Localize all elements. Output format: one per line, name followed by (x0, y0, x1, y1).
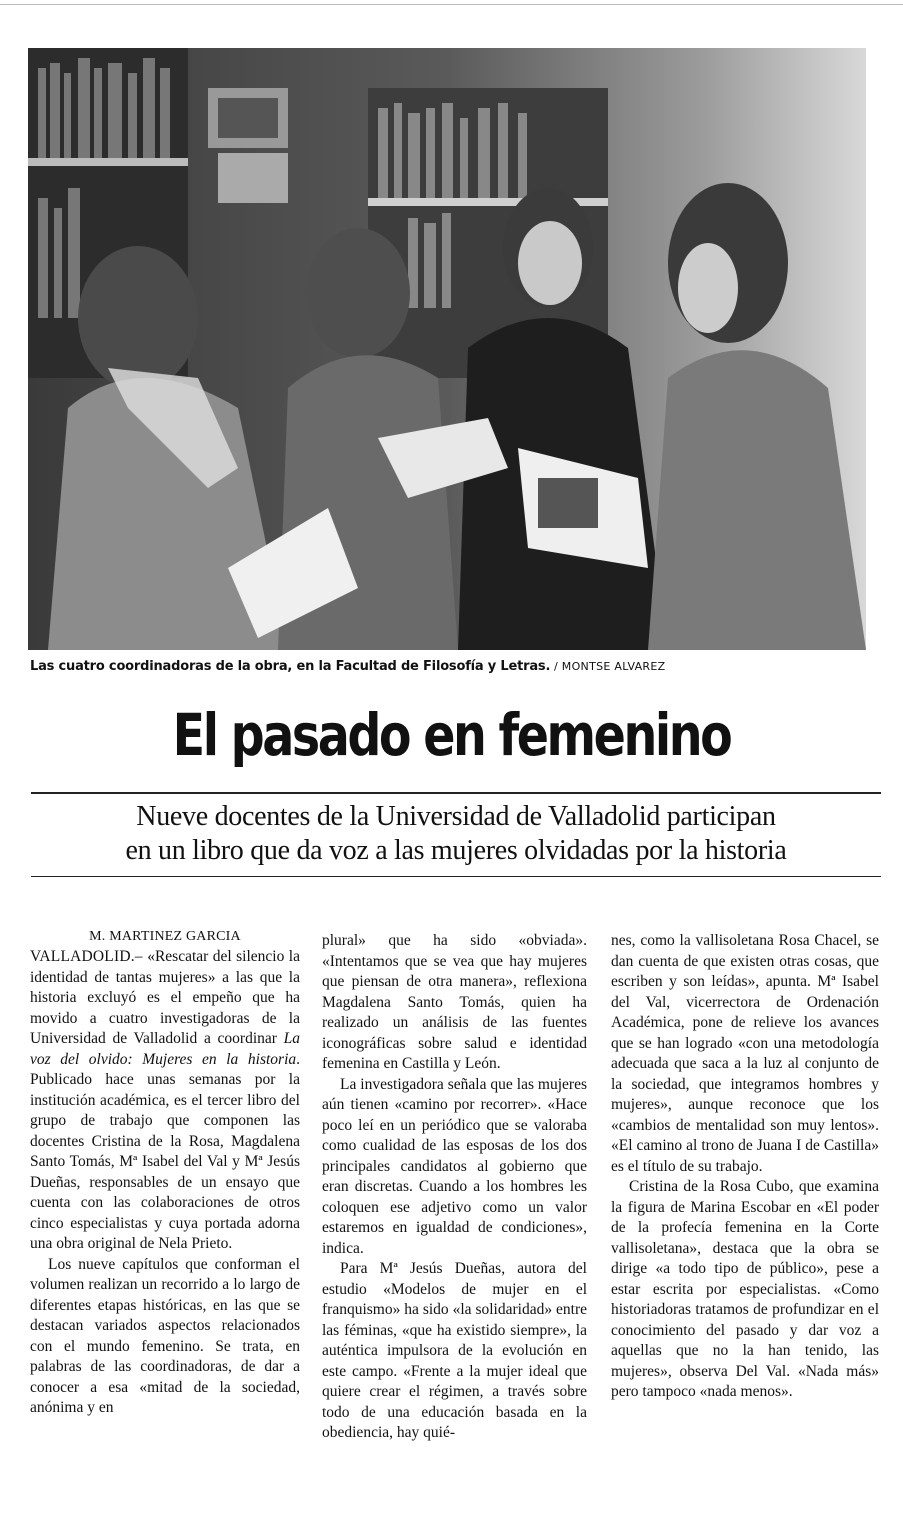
article-column-3 (611, 931, 879, 1403)
top-rule (0, 4, 903, 5)
article-column-1 (30, 927, 300, 1419)
paragraph: nes, como la vallisoletana Rosa Chacel, se dan cuenta de que existen otras cosas, que escriben y son leídas», apunta. Mª Isabel del Val, vicerrectora de Ordenación Académica, pone de relieve los avances que se han logrado «con una metodología adecuada que saca a la luz al conjunto de la sociedad, que integramos hombres y mujeres», aunque reconoce que los «cambios de mentalidad son muy lentos». «El camino al trono de Juana I de Castilla» es el título de su trabajo. (611, 932, 879, 1175)
paragraph-text: . Publicado hace unas semanas por la institución académica, es el tercer libro del grupo de trabajo que componen las docentes Cristina de la Rosa, Magdalena Santo Tomás, Mª Isabel del Val y Mª Jesús Dueñas, responsables de un ensayo que cuenta con las colaboraciones de otros cinco especialistas y cuya portada adorna una obra original de Nela Prieto. (30, 1050, 300, 1252)
paragraph: La investigadora señala que las mujeres aún tienen «camino por recorrer». «Hace poco leí en un periódico que se valoraba como cualidad de las esposas de los dos principales candidatos al gobierno que eran discretas. Cuando a los hombres les coloquen ese adjetivo como un valor estaremos en igualdad de condiciones», indica. (322, 1075, 587, 1257)
dateline: VALLADOLID.– (30, 948, 143, 965)
paragraph: Para Mª Jesús Dueñas, autora del estudio «Modelos de mujer en el franquismo» ha sido «la solidaridad» entre las féminas, «que ha existido siempre», la auténtica impulsora de la evolución en este campo. «Frente a la mujer ideal que quiere crear el régimen, a través sobre todo de una educación basada en la obediencia, hay quié- (322, 1260, 587, 1441)
paragraph (30, 947, 300, 1255)
headline-rule (31, 792, 881, 794)
article-photo (28, 48, 866, 650)
subhead-line-2: en un libro que da voz a las mujeres olvidadas por la historia (125, 835, 787, 866)
paragraph-text: «Rescatar del silencio la identidad de tantas mujeres» a las que la historia excluyó es el empeño que ha movido a cuatro investigadoras de la Universidad de Valladolid a coordinar (30, 948, 300, 1047)
photo-of-four-women-with-books-icon (28, 48, 866, 650)
paragraph: Cristina de la Rosa Cubo, que examina la figura de Marina Escobar en «El poder de la profecía femenina en la Corte vallisoletana», destaca que la obra se dirige «a todo tipo de público», pese a estar escrita por especialistas. «Como historiadoras tratamos de profundizar en el conocimiento del pasado y dar voz a aquellas que no la han tenido, las mujeres», observa Del Val. «Nada más» pero tampoco «nada menos». (611, 1178, 879, 1400)
caption-text: Las cuatro coordinadoras de la obra, en la Facultad de Filosofía y Letras. (30, 659, 551, 674)
paragraph: Los nueve capítulos que conforman el volumen realizan un recorrido a lo largo de diferentes etapas históricas, en las que se destacan variados aspectos relacionados con el mundo femenino. Se trata, en palabras de las coordinadoras, de dar a conocer a esa «mitad de la sociedad, anónima y en (30, 1255, 300, 1416)
photo-credit: / MONTSE ALVAREZ (550, 660, 666, 673)
byline: M. MARTINEZ GARCIA (89, 929, 241, 944)
article-column-2 (322, 931, 587, 1444)
photo-caption (30, 659, 665, 674)
subhead-rule (31, 876, 881, 877)
headline: El pasado en femenino (172, 701, 731, 769)
paragraph: plural» que ha sido «obviada». «Intentamos que se vea que hay mujeres que piensan de otra manera», reflexiona Magdalena Santo Tomás, quien ha realizado un análisis de las fuentes iconográficas sobre salud e identidad femenina en Castilla y León. (322, 932, 587, 1072)
subhead-line-1: Nueve docentes de la Universidad de Valladolid participan (136, 801, 776, 832)
subheadline (31, 800, 881, 868)
book-title: La voz del olvido: Mujeres en la historia (30, 1030, 300, 1068)
